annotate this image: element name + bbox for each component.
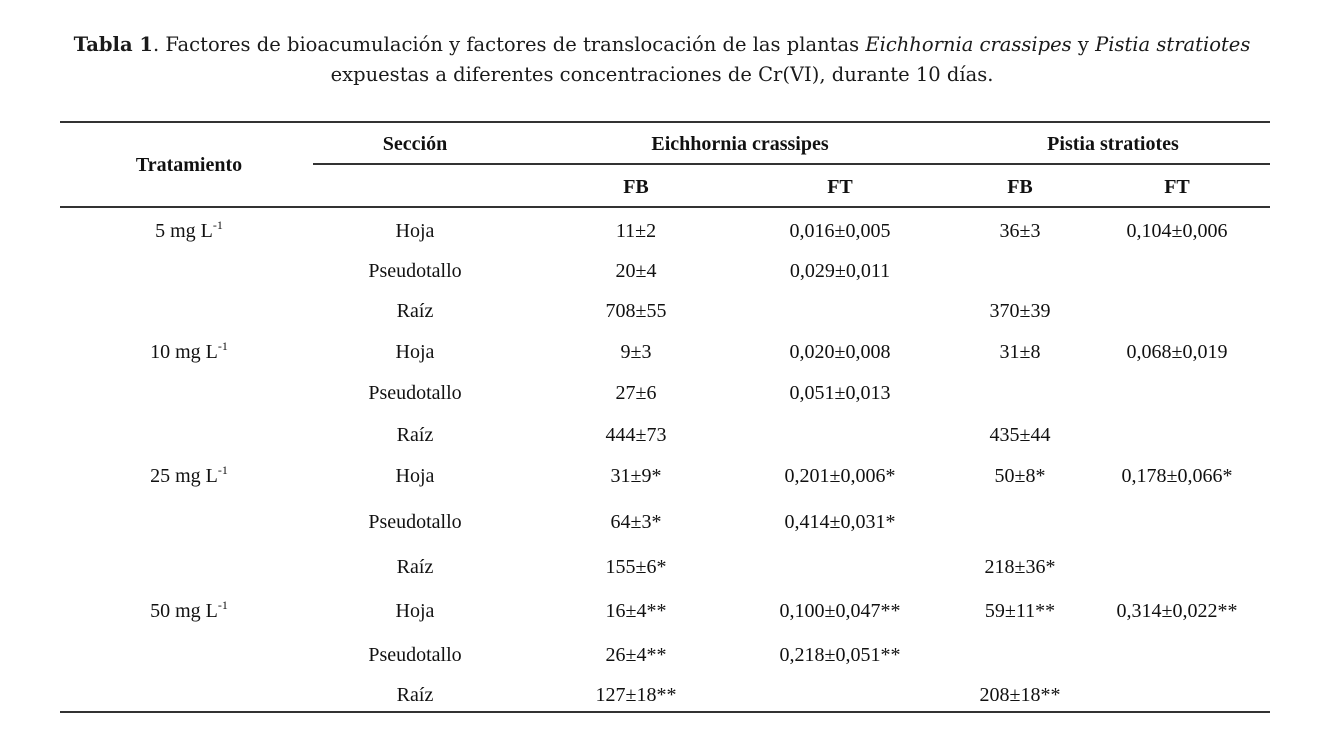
cell-seccion-text: Hoja	[395, 220, 435, 242]
cell-ec-ft-text: 0,051±0,013	[789, 382, 891, 404]
cell-ec-fb-text: 27±6	[615, 382, 657, 404]
caption-line-1	[0, 30, 1324, 60]
header-fb-2: FB	[1007, 176, 1033, 198]
header-mid-rule	[313, 163, 1270, 165]
cell-ec-fb-text: 127±18**	[595, 684, 677, 706]
unit-superscript: -1	[217, 463, 228, 477]
cell-ec-fb	[611, 510, 662, 534]
cell-ec-fb	[616, 259, 657, 283]
cell-seccion-text: Hoja	[395, 341, 435, 363]
cell-seccion	[397, 555, 434, 579]
caption-line-2: expuestas a diferentes concentraciones de Cr(VI), durante 10 días.	[330, 63, 994, 86]
cell-tratamiento	[155, 219, 223, 243]
cell-ps-ft-text: 0,314±0,022**	[1116, 600, 1238, 622]
cell-ec-fb-text: 155±6*	[605, 556, 667, 578]
cell-tratamiento-text: 25 mg L	[150, 465, 218, 487]
cell-seccion	[368, 259, 461, 283]
cell-seccion	[396, 340, 435, 364]
unit-superscript: -1	[217, 598, 228, 612]
table-caption	[0, 30, 1324, 90]
cell-ps-fb-text: 31±8	[999, 341, 1041, 363]
cell-seccion-text: Raíz	[396, 300, 434, 322]
cell-ps-fb	[995, 464, 1046, 488]
cell-ec-fb	[606, 599, 667, 623]
cell-ec-fb-text: 9±3	[620, 341, 652, 363]
cell-seccion-text: Hoja	[395, 465, 435, 487]
cell-ps-fb	[1000, 219, 1041, 243]
cell-ps-fb-text: 370±39	[989, 300, 1051, 322]
cell-tratamiento-text: 10 mg L	[150, 341, 218, 363]
cell-ec-ft	[780, 599, 901, 623]
cell-ec-fb	[606, 299, 667, 323]
header-species-1: Eichhornia crassipes	[651, 133, 829, 155]
cell-ec-ft-text: 0,016±0,005	[789, 220, 891, 242]
cell-ec-fb-text: 16±4**	[605, 600, 667, 622]
cell-ps-fb-text: 208±18**	[979, 684, 1061, 706]
cell-seccion	[396, 464, 435, 488]
cell-ec-fb-text: 11±2	[615, 220, 657, 242]
unit-superscript: -1	[217, 339, 228, 353]
cell-ps-fb-text: 36±3	[999, 220, 1041, 242]
cell-ps-ft	[1127, 340, 1228, 364]
cell-ec-fb	[611, 464, 662, 488]
cell-ps-fb	[985, 555, 1056, 579]
cell-tratamiento	[150, 340, 228, 364]
cell-ec-ft-text: 0,020±0,008	[789, 341, 891, 363]
cell-ec-fb-text: 26±4**	[605, 644, 667, 666]
cell-seccion	[397, 299, 434, 323]
cell-ec-ft	[785, 510, 896, 534]
cell-seccion-text: Raíz	[396, 556, 434, 578]
cell-ps-fb-text: 59±11**	[984, 600, 1056, 622]
cell-tratamiento-text: 50 mg L	[150, 600, 218, 622]
cell-seccion-text: Pseudotallo	[368, 260, 462, 282]
cell-ec-ft	[790, 219, 891, 243]
cell-ec-fb-text: 20±4	[615, 260, 657, 282]
cell-seccion	[368, 643, 461, 667]
cell-ps-fb-text: 50±8*	[994, 465, 1046, 487]
cell-tratamiento	[150, 599, 228, 623]
caption-text-a: . Factores de bioacumulación y factores de translocación de las plantas	[152, 33, 866, 56]
cell-seccion	[368, 510, 461, 534]
cell-ps-fb-text: 218±36*	[984, 556, 1056, 578]
cell-tratamiento-text: 5 mg L	[155, 220, 213, 242]
cell-ec-fb	[606, 555, 667, 579]
cell-ps-ft-text: 0,104±0,006	[1126, 220, 1228, 242]
cell-ps-ft	[1122, 464, 1233, 488]
cell-seccion-text: Hoja	[395, 600, 435, 622]
cell-ec-ft	[790, 381, 891, 405]
cell-ec-fb-text: 31±9*	[610, 465, 662, 487]
cell-seccion-text: Pseudotallo	[368, 511, 462, 533]
header-fb-1: FB	[623, 176, 649, 198]
cell-ec-fb-text: 64±3*	[610, 511, 662, 533]
cell-ec-ft	[790, 340, 891, 364]
cell-ec-fb-text: 708±55	[605, 300, 667, 322]
cell-ps-fb	[990, 423, 1051, 447]
cell-ps-fb	[1000, 340, 1041, 364]
cell-ps-fb	[985, 599, 1055, 623]
cell-seccion	[396, 219, 435, 243]
cell-ec-ft-text: 0,414±0,031*	[784, 511, 896, 533]
cell-ps-ft	[1117, 599, 1238, 623]
cell-ec-fb	[606, 643, 667, 667]
unit-superscript: -1	[212, 218, 223, 232]
cell-tratamiento	[150, 464, 228, 488]
cell-seccion	[368, 381, 461, 405]
cell-seccion-text: Pseudotallo	[368, 644, 462, 666]
caption-species-2: Pistia stratiotes	[1095, 33, 1251, 56]
header-ft-2: FT	[1164, 176, 1190, 198]
cell-ec-ft-text: 0,201±0,006*	[784, 465, 896, 487]
cell-ec-ft-text: 0,029±0,011	[789, 260, 891, 282]
caption-text-b: y	[1071, 33, 1096, 56]
header-ft-1: FT	[827, 176, 853, 198]
cell-ec-ft	[780, 643, 901, 667]
cell-seccion	[397, 423, 434, 447]
cell-ps-fb-text: 435±44	[989, 424, 1051, 446]
cell-seccion	[396, 599, 435, 623]
caption-species-1: Eichhornia crassipes	[865, 33, 1072, 56]
cell-ec-fb	[616, 381, 657, 405]
cell-seccion	[397, 683, 434, 707]
cell-ps-ft-text: 0,178±0,066*	[1121, 465, 1233, 487]
cell-ec-ft	[785, 464, 896, 488]
cell-ps-fb	[980, 683, 1061, 707]
header-species-2: Pistia stratiotes	[1047, 133, 1179, 155]
cell-ec-fb	[596, 683, 677, 707]
cell-ps-ft-text: 0,068±0,019	[1126, 341, 1228, 363]
header-seccion: Sección	[382, 133, 448, 155]
cell-seccion-text: Pseudotallo	[368, 382, 462, 404]
cell-ec-ft	[790, 259, 890, 283]
bottom-rule	[60, 711, 1270, 713]
top-rule	[60, 121, 1270, 123]
header-bottom-rule	[60, 206, 1270, 208]
cell-ec-fb	[621, 340, 652, 364]
cell-ps-ft	[1127, 219, 1228, 243]
cell-ec-fb	[606, 423, 667, 447]
cell-seccion-text: Raíz	[396, 684, 434, 706]
cell-ec-ft-text: 0,218±0,051**	[779, 644, 901, 666]
cell-ec-fb-text: 444±73	[605, 424, 667, 446]
caption-label: Tabla 1	[73, 33, 153, 56]
cell-ec-ft-text: 0,100±0,047**	[779, 600, 901, 622]
header-tratamiento: Tratamiento	[135, 154, 243, 176]
cell-ec-fb	[616, 219, 656, 243]
cell-seccion-text: Raíz	[396, 424, 434, 446]
cell-ps-fb	[990, 299, 1051, 323]
